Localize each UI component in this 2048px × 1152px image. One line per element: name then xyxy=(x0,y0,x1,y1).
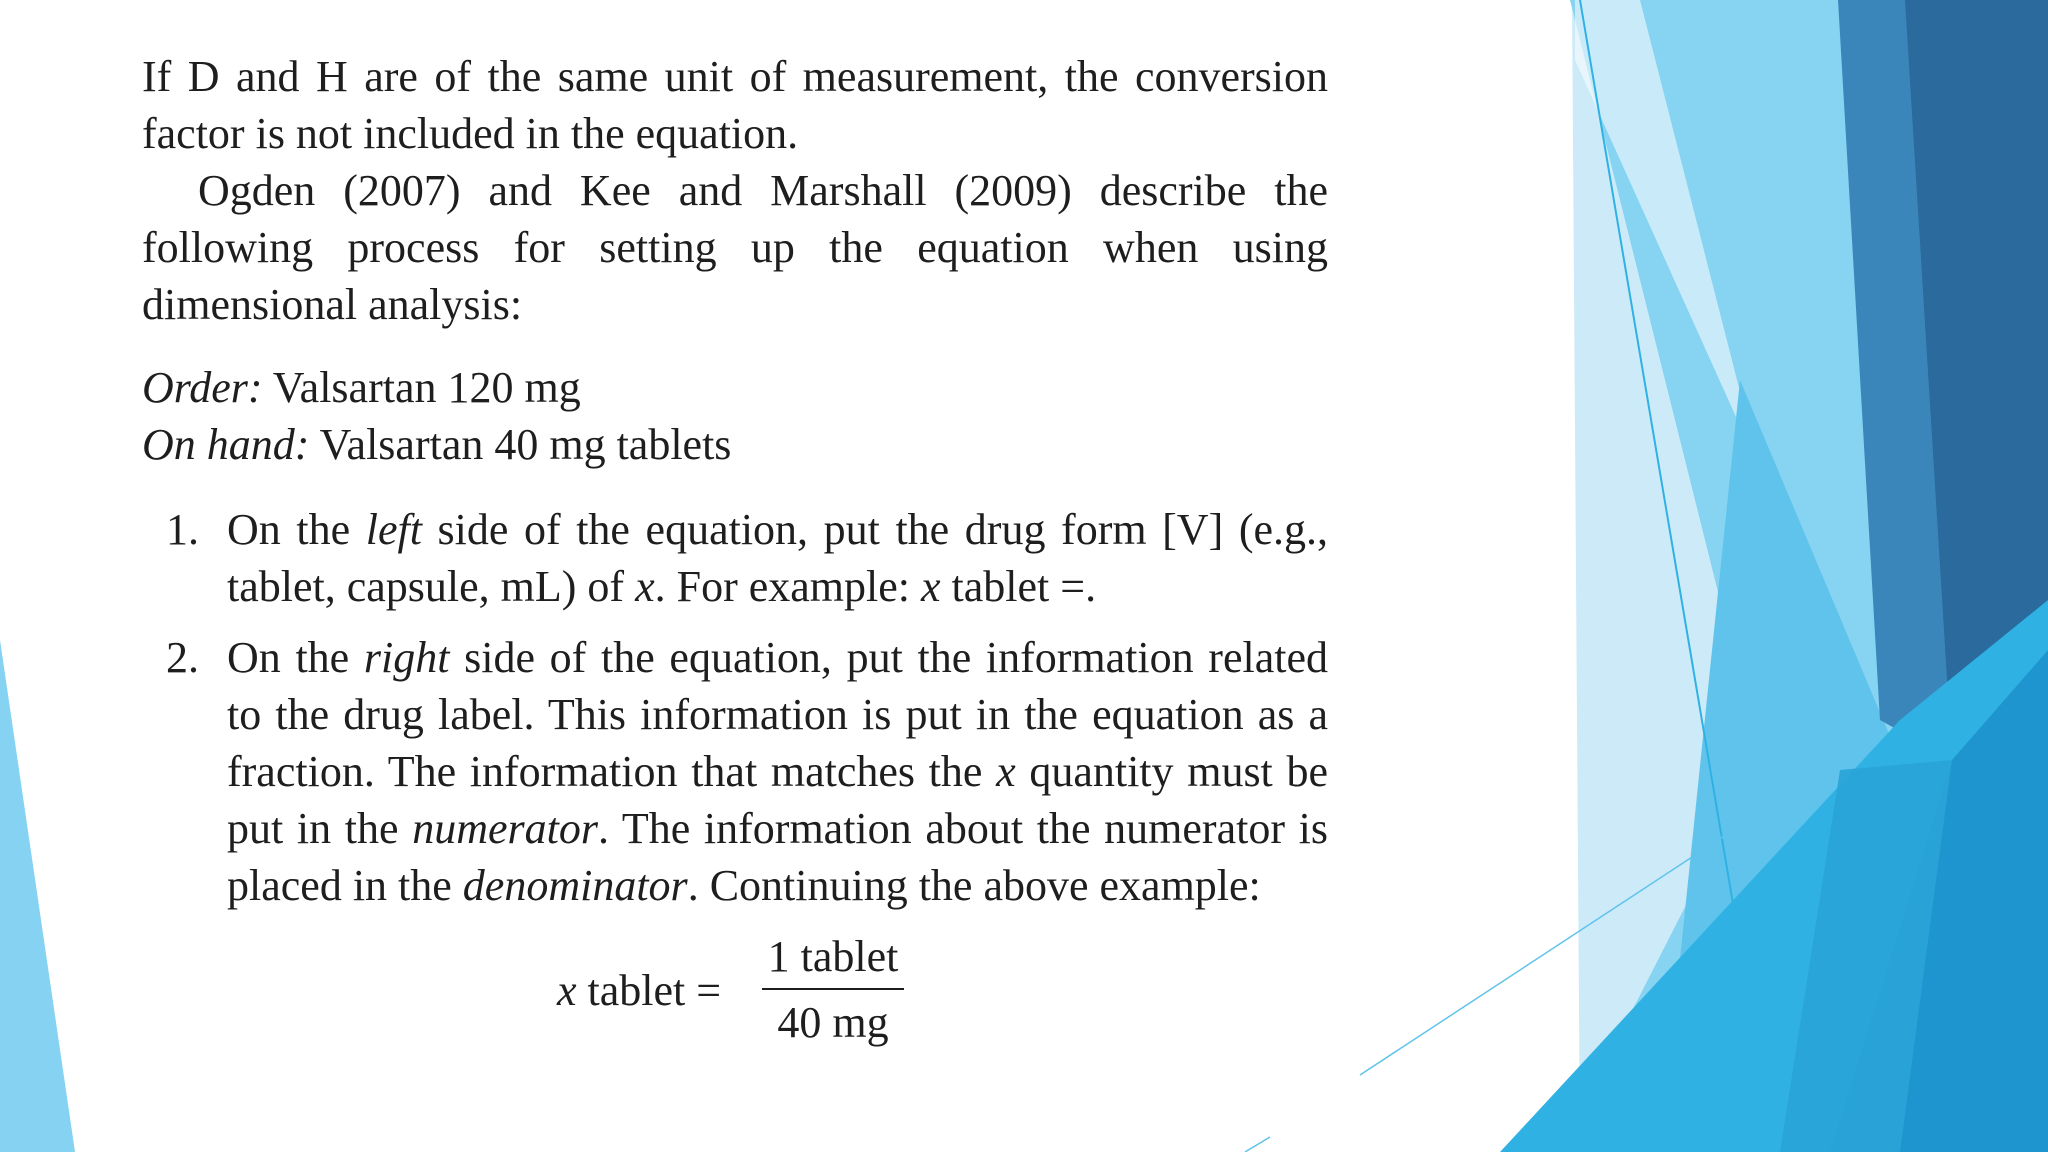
step-2-text-a: On the xyxy=(227,633,364,682)
order-label: Order: xyxy=(142,363,263,412)
order-value: Valsartan 120 mg xyxy=(262,363,581,412)
step-2-text-e: quantity must be put in the xyxy=(227,747,1328,853)
step-2-text-g: . The information about the numerator is placed in the xyxy=(227,804,1328,910)
step-2-text-right: right xyxy=(363,633,450,682)
step-2-var-x: x xyxy=(996,747,1016,796)
step-1-var-x: x xyxy=(635,562,655,611)
step-2-text-c: side of the equation, put the information related to the drug label. This information is put in the equation as a fraction. The information that matches the xyxy=(227,633,1328,796)
step-1 xyxy=(142,501,1328,615)
equation xyxy=(142,928,1328,1058)
equation-numerator: 1 tablet xyxy=(767,932,899,981)
order-line xyxy=(142,359,1328,416)
step-1-var-x-2: x xyxy=(921,562,941,611)
paragraph-process-intro: Ogden (2007) and Kee and Marshall (2009) describe the following process for setting up the equation when using dimensional analysis: xyxy=(142,166,1328,329)
equation-denominator: 40 mg xyxy=(777,998,889,1047)
paragraph-conversion-factor: If D and H are of the same unit of measurement, the conversion factor is not included in the equation. xyxy=(142,52,1328,158)
onhand-label: On hand: xyxy=(142,420,310,469)
equation-var-x: x xyxy=(557,966,577,1015)
step-1-text-c: side of the equation, put the drug form [V] (e.g., tablet, capsule, mL) of xyxy=(227,505,1329,611)
step-1-text-g: tablet =. xyxy=(940,562,1097,611)
onhand-value: Valsartan 40 mg tablets xyxy=(309,420,732,469)
onhand-line xyxy=(142,416,1328,473)
left-edge-triangle xyxy=(0,640,75,1152)
step-1-number: 1. xyxy=(166,505,199,554)
step-1-text-left: left xyxy=(365,505,422,554)
step-2 xyxy=(142,629,1328,914)
document-text xyxy=(142,48,1328,1058)
equation-fraction xyxy=(762,928,904,1052)
equation-lhs-text: tablet = xyxy=(576,966,722,1015)
step-2-text-numerator: numerator xyxy=(412,804,598,853)
step-2-text-i: . Continuing the above example: xyxy=(687,861,1261,910)
step-2-text-denominator: denominator xyxy=(462,861,688,910)
fraction-bar xyxy=(762,988,904,990)
step-2-number: 2. xyxy=(166,633,199,682)
thin-line-3 xyxy=(1245,1137,1270,1152)
equation-lhs xyxy=(557,962,721,1019)
steps-list xyxy=(142,501,1328,914)
step-1-text-e: . For example: xyxy=(654,562,921,611)
step-1-text-a: On the xyxy=(227,505,366,554)
